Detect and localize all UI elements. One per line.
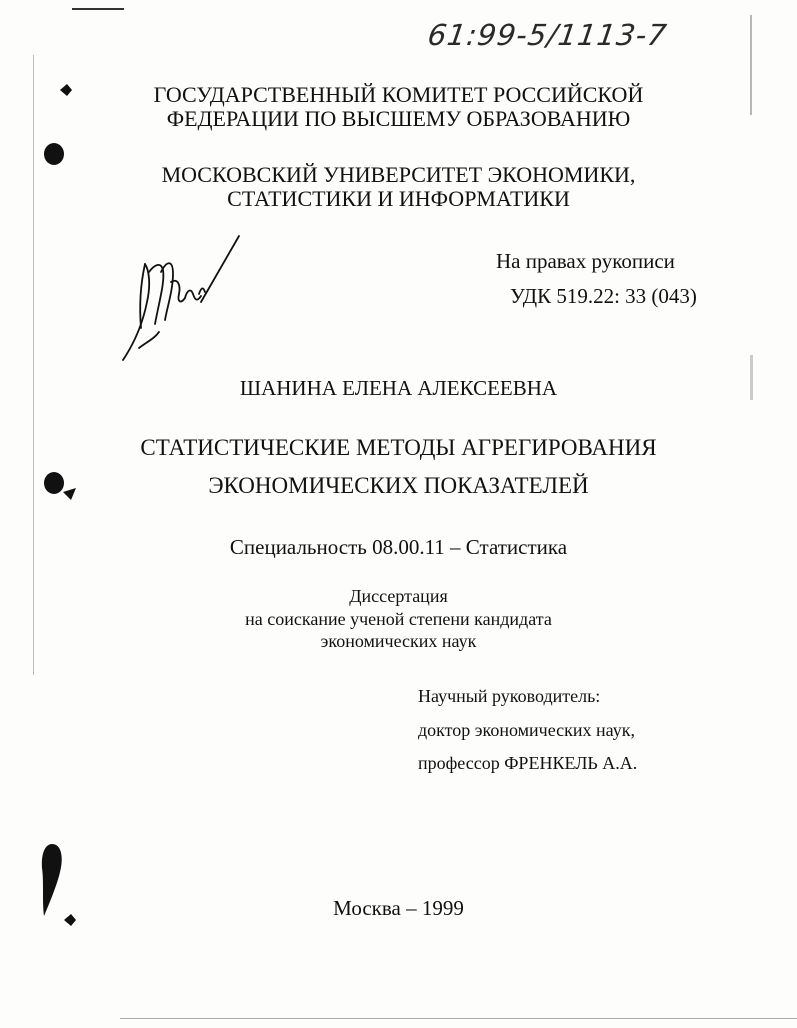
udc-code: УДК 519.22: 33 (043) xyxy=(510,284,697,308)
title-line-2: ЭКОНОМИЧЕСКИХ ПОКАЗАТЕЛЕЙ xyxy=(208,473,589,498)
university-line-2: СТАТИСТИКИ И ИНФОРМАТИКИ xyxy=(227,186,570,211)
committee-line-1: ГОСУДАРСТВЕННЫЙ КОМИТЕТ РОССИЙСКОЙ xyxy=(153,82,644,107)
dissertation-line-3: экономических наук xyxy=(320,631,477,651)
supervisor-name: профессор ФРЕНКЕЛЬ А.А. xyxy=(418,753,638,773)
scan-top-line xyxy=(72,8,124,10)
archive-number: 61:99-5/1113-7 xyxy=(425,18,670,52)
supervisor-label: Научный руководитель: xyxy=(418,686,601,706)
specialty: Специальность 08.00.11 – Статистика xyxy=(229,535,568,559)
city-year: Москва – 1999 xyxy=(333,896,464,920)
scan-left-edge xyxy=(33,55,34,675)
manuscript-rights: На правах рукописи xyxy=(496,249,675,273)
scan-bottom-line xyxy=(120,1018,797,1019)
supervisor-degree: доктор экономических наук, xyxy=(418,720,635,740)
dissertation-line-1: Диссертация xyxy=(349,586,448,606)
handwritten-signature xyxy=(115,232,245,367)
committee-line-2: ФЕДЕРАЦИИ ПО ВЫСШЕМУ ОБРАЗОВАНИЮ xyxy=(166,106,631,131)
university-line-1: МОСКОВСКИЙ УНИВЕРСИТЕТ ЭКОНОМИКИ, xyxy=(161,162,636,187)
dissertation-line-2: на соискание ученой степени кандидата xyxy=(245,609,552,629)
title-line-1: СТАТИСТИЧЕСКИЕ МЕТОДЫ АГРЕГИРОВАНИЯ xyxy=(140,435,657,460)
author-name: ШАНИНА ЕЛЕНА АЛЕКСЕЕВНА xyxy=(239,376,558,400)
